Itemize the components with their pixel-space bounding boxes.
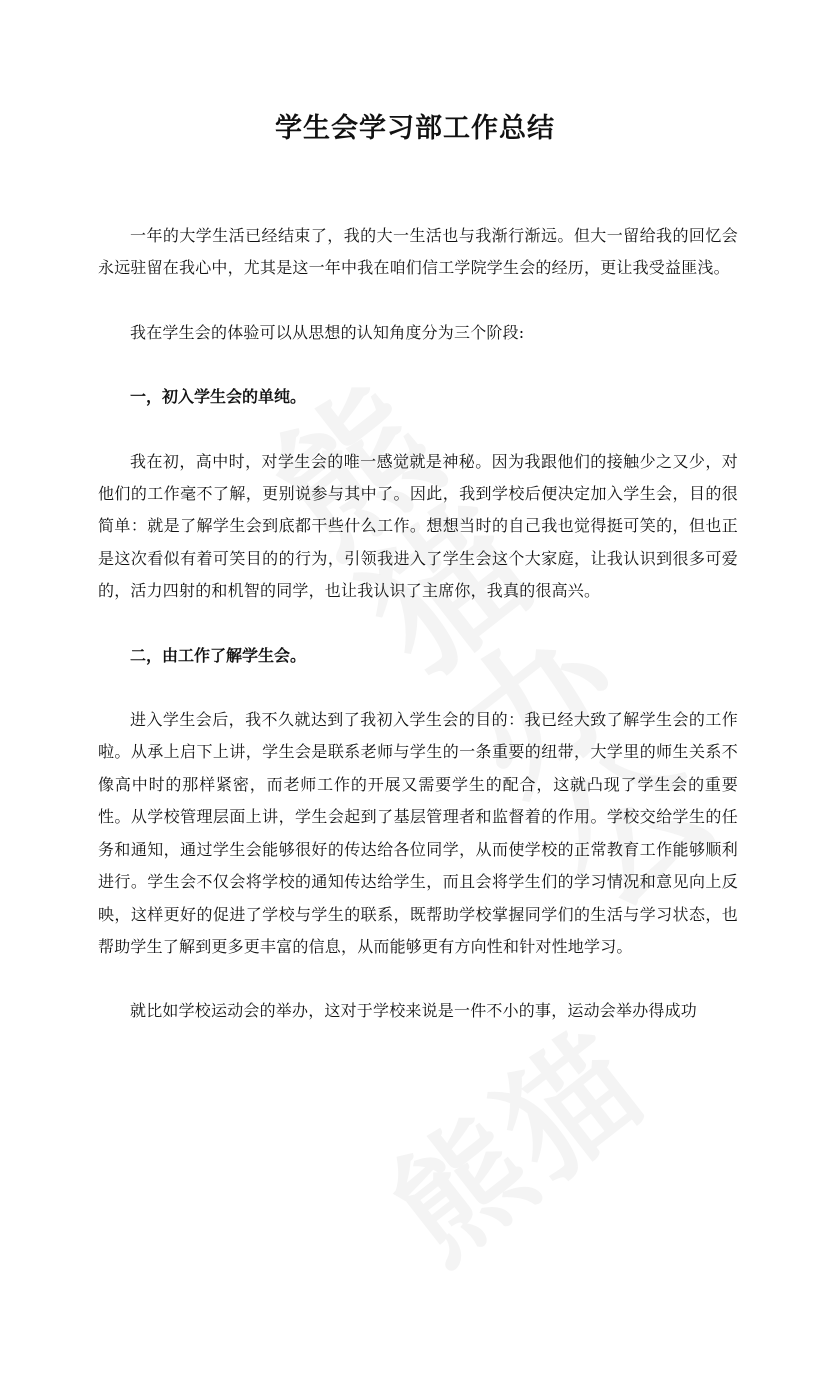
paragraph-sports-meet: 就比如学校运动会的举办，这对于学校来说是一件不小的事，运动会举办得成功 [130, 1001, 698, 1021]
paragraph-stages: 我在学生会的体验可以从思想的认知角度分为三个阶段: [130, 322, 525, 342]
paragraph-spacer [98, 963, 738, 995]
document-body [98, 220, 738, 1028]
paragraph-spacer [98, 608, 738, 640]
paragraph-spacer [98, 349, 738, 381]
paragraph-spacer [98, 285, 738, 317]
document-title: 学生会学习部工作总结 [275, 113, 555, 144]
paragraph-stage-one: 我在初，高中时，对学生会的唯一感觉就是神秘。因为我跟他们的接触少之又少，对他们的工作毫不了解，更别说参与其中了。因此，我到学校后便决定加入学生会，目的很简单：就是了解学生会到底都干些什么工作。想想当时的自己我也觉得挺可笑的，但也正是这次看似有着可笑目的的行为，引领我进入了学生会这个大家庭，让我认识到很多可爱的，活力四射的和机智的同学，也让我认识了主席你，我真的很高兴。 [98, 451, 738, 601]
paragraph-stage-two: 进入学生会后，我不久就达到了我初入学生会的目的：我已经大致了解学生会的工作啦。从承上启下上讲，学生会是联系老师与学生的一条重要的纽带，大学里的师生关系不像高中时的那样紧密，而老师工作的开展又需要学生的配合，这就凸现了学生会的重要性。从学校管理层面上讲，学生会起到了基层管理者和监督着的作用。学校交给学生的任务和通知，通过学生会能够很好的传达给各位同学，从而使学校的正常教育工作能够顺利进行。学生会不仅会将学校的通知传达给学生，而且会将学生们的学习情况和意见向上反映，这样更好的促进了学校与学生的联系，既帮助学校掌握同学们的生活与学习状态，也帮助学生了解到更多更丰富的信息，从而能够更有方向性和针对性地学习。 [98, 710, 738, 956]
section-heading-2: 二，由工作了解学生会。 [130, 645, 307, 665]
paragraph-spacer [98, 414, 738, 446]
section-heading-1: 一，初入学生会的单纯。 [130, 387, 307, 407]
paragraph-spacer [98, 672, 738, 704]
paragraph-intro: 一年的大学生活已经结束了，我的大一生活也与我渐行渐远。但大一留给我的回忆会永远驻留在我心中，尤其是这一年中我在咱们信工学院学生会的经历，更让我受益匪浅。 [98, 226, 738, 278]
watermark-lower [372, 995, 768, 1385]
